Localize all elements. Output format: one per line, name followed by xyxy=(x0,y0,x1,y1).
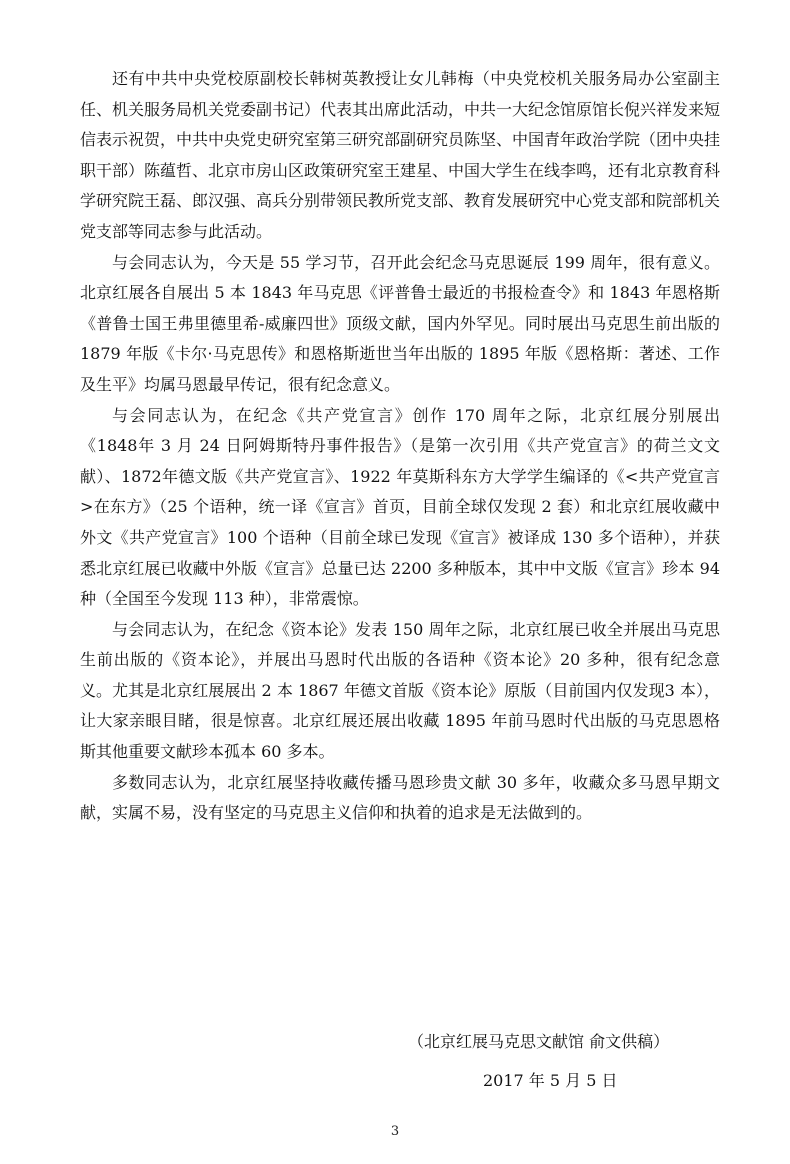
paragraph-anniversary: 与会同志认为，今天是 55 学习节，召开此会纪念马克思诞辰 199 周年，很有意义。北京红展各自展出 5 本 1843 年马克思《评普鲁士最近的书报检查令》和 1843 年恩格斯《普鲁士国王弗里德里希-威廉四世》顶级文献，国内外罕见。同时展出马克思生前出版的 1879 年版《卡尔·马克思传》和恩格斯逝世当年出版的 1895 年版《恩格斯：著述、工作及生平》均属马恩最早传记，很有纪念意义。 xyxy=(80,252,720,394)
document-body xyxy=(80,64,720,829)
paragraph-manifesto: 与会同志认为，在纪念《共产党宣言》创作 170 周年之际，北京红展分别展出《1848年 3 月 24 日阿姆斯特丹事件报告》（是第一次引用《共产党宣言》的荷兰文文献）、1872年德文版《共产党宣言》、1922 年莫斯科东方大学学生编译的《<共产党宣言>在东方》（25 个语种，统一译《宣言》首页，目前全球仅发现 2 套）和北京红展收藏中外文《共产党宣言》100 个语种（目前全球已发现《宣言》被译成 130 多个语种），并获悉北京红展已收藏中外版《宣言》总量已达 2200 多种版本，其中中文版《宣言》珍本 94 种（全国至今发现 113 种），非常震惊。 xyxy=(80,405,720,609)
byline: （北京红展马克思文献馆 俞文供稿） xyxy=(408,1032,670,1051)
paragraph-conclusion: 多数同志认为，北京红展坚持收藏传播马恩珍贵文献 30 多年，收藏众多马恩早期文献，实属不易，没有坚定的马克思主义信仰和执着的追求是无法做到的。 xyxy=(80,772,720,823)
paragraph-das-kapital: 与会同志认为，在纪念《资本论》发表 150 周年之际，北京红展已收全并展出马克思生前出版的《资本论》，并展出马恩时代出版的各语种《资本论》20 多种，很有纪念意义。尤其是北京红展展出 2 本 1867 年德文首版《资本论》原版（目前国内仅发现3 本），让大家亲眼目睹，很是惊喜。北京红展还展出收藏 1895 年前马恩时代出版的马克思恩格斯其他重要文献珍本孤本 60 多本。 xyxy=(80,619,720,762)
page-number: 3 xyxy=(390,1124,400,1139)
paragraph-attendees: 还有中共中央党校原副校长韩树英教授让女儿韩梅（中央党校机关服务局办公室副主任、机关服务局机关党委副书记）代表其出席此活动，中共一大纪念馆原馆长倪兴祥发来短信表示祝贺，中共中央党史研究室第三研究部副研究员陈坚、中国青年政治学院（团中央挂职干部）陈蕴哲、北京市房山区政策研究室王建星、中国大学生在线李鸣，还有北京教育科学研究院王磊、郎汉强、高兵分别带领民教所党支部、教育发展研究中心党支部和院部机关党支部等同志参与此活动。 xyxy=(80,69,721,241)
document-date: 2017 年 5 月 5 日 xyxy=(483,1071,618,1090)
